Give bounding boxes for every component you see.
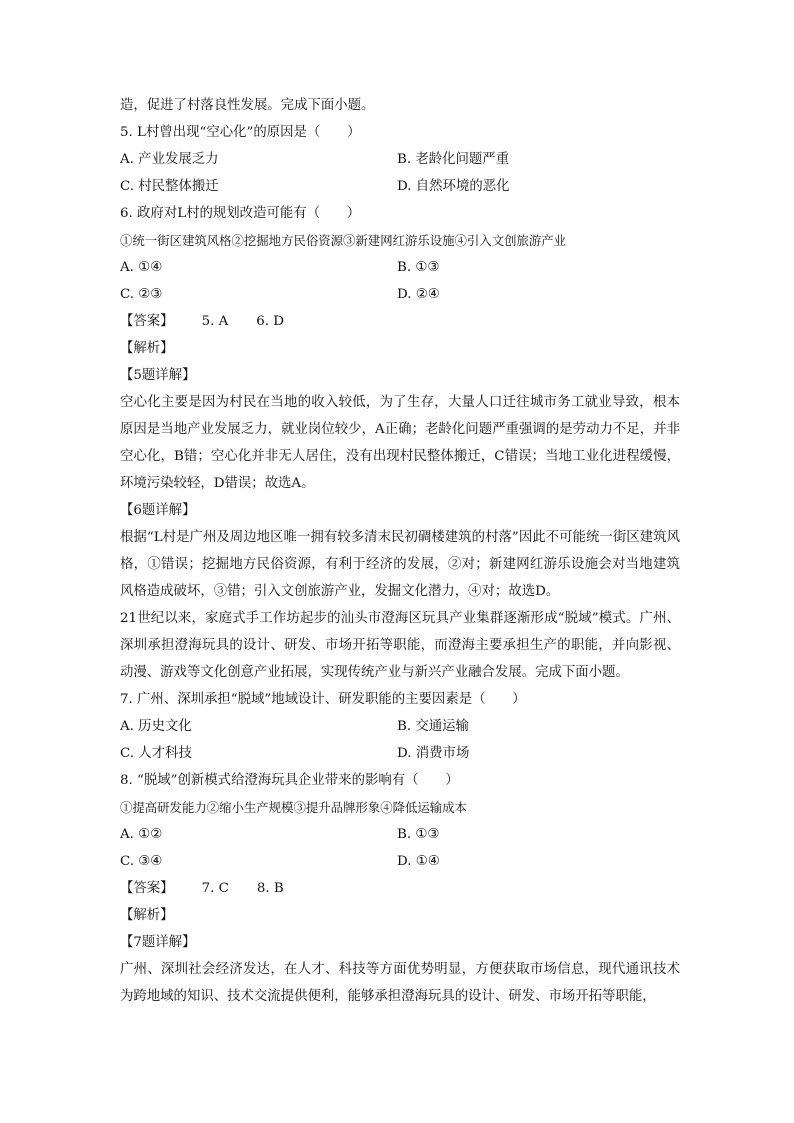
- material-tail: 造，促进了村落良性发展。完成下面小题。: [120, 98, 375, 113]
- answer-line-1: [120, 308, 794, 335]
- answer-label: 【答案】: [120, 881, 174, 896]
- option-d[interactable]: D. ②④: [397, 287, 440, 302]
- option-b[interactable]: B. 交通运输: [397, 719, 469, 734]
- analysis-label: 【解析】: [120, 341, 174, 356]
- question-7-options-row-1: [120, 713, 794, 740]
- option-a[interactable]: A. 历史文化: [120, 719, 192, 734]
- question-7-options-row-2: [120, 740, 794, 767]
- answer-7: 7. C: [201, 881, 229, 896]
- question-8-options-row-1: [120, 821, 794, 848]
- option-c[interactable]: C. 人才科技: [120, 746, 192, 761]
- question-6-detail: 根据“L村是广州及周边地区唯一拥有较多清末民初碉楼建筑的村落”因此不可能统一街区建筑风格，①错误；挖掘地方民俗资源，有利于经济的发展，②对；新建网红游乐设施会对当地建筑风格造成破坏，③错；引入文创旅游产业，发掘文化潜力，④对；故选D。: [120, 530, 680, 599]
- answer-8: 8. B: [256, 881, 284, 896]
- option-c[interactable]: C. ③④: [120, 854, 163, 869]
- option-a[interactable]: A. 产业发展乏力: [120, 152, 219, 167]
- option-c[interactable]: C. 村民整体搬迁: [120, 179, 219, 194]
- question-6-options-row-2: [120, 281, 794, 308]
- option-d[interactable]: D. ①④: [397, 854, 440, 869]
- analysis-label: 【解析】: [120, 908, 174, 923]
- question-8-options-row-2: [120, 848, 794, 875]
- answer-line-2: [120, 875, 794, 902]
- option-a[interactable]: A. ①②: [120, 827, 163, 842]
- option-b[interactable]: B. ①③: [397, 260, 440, 275]
- question-5-stem: 5. L村曾出现“空心化”的原因是（ ）: [120, 125, 361, 140]
- question-6-options-row-1: [120, 254, 794, 281]
- material-2: 21世纪以来，家庭式手工作坊起步的汕头市澄海区玩具产业集群逐渐形成“脱域”模式。广州、深圳承担澄海玩具的设计、研发、市场开拓等职能，而澄海主要承担生产的职能，并向影视、动漫、游戏等文化创意产业拓展，实现传统产业与新兴产业融合发展。完成下面小题。: [120, 611, 680, 680]
- question-8-statements: ①提高研发能力②缩小生产规模③提升品牌形象④降低运输成本: [120, 800, 467, 815]
- question-8-stem: 8. “脱域”创新模式给澄海玩具企业带来的影响有（ ）: [120, 773, 459, 788]
- question-5-detail: 空心化主要是因为村民在当地的收入较低，为了生存，大量人口迁往城市务工就业导致，根本原因是当地产业发展乏力，就业岗位较少，A正确；老龄化问题严重强调的是劳动力不足，并非空心化，B错；空心化并非无人居住，没有出现村民整体搬迁，C错误；当地工业化进程缓慢，环境污染较轻，D错误；故选A。: [120, 395, 680, 491]
- question-5-options-row-1: [120, 146, 794, 173]
- option-b[interactable]: B. ①③: [397, 827, 440, 842]
- question-5-options-row-2: [120, 173, 794, 200]
- option-c[interactable]: C. ②③: [120, 287, 163, 302]
- question-7-stem: 7. 广州、深圳承担“脱域”地域设计、研发职能的主要因素是（ ）: [120, 692, 526, 707]
- question-6-statements: ①统一街区建筑风格②挖掘地方民俗资源③新建网红游乐设施④引入文创旅游产业: [120, 233, 567, 248]
- question-6-stem: 6. 政府对L村的规划改造可能有（ ）: [120, 206, 361, 221]
- question-5-detail-label: 【5题详解】: [120, 368, 196, 383]
- option-b[interactable]: B. 老龄化问题严重: [397, 152, 510, 167]
- answer-label: 【答案】: [120, 314, 174, 329]
- option-a[interactable]: A. ①④: [120, 260, 163, 275]
- option-d[interactable]: D. 消费市场: [397, 746, 470, 761]
- question-7-detail-label: 【7题详解】: [120, 935, 196, 950]
- option-d[interactable]: D. 自然环境的恶化: [397, 179, 510, 194]
- question-7-detail: 广州、深圳社会经济发达，在人才、科技等方面优势明显，方便获取市场信息，现代通讯技术为跨地域的知识、技术交流提供便利，能够承担澄海玩具的设计、研发、市场开拓等职能，: [120, 962, 680, 1004]
- answer-6: 6. D: [256, 314, 285, 329]
- answer-5: 5. A: [201, 314, 229, 329]
- question-6-detail-label: 【6题详解】: [120, 503, 196, 518]
